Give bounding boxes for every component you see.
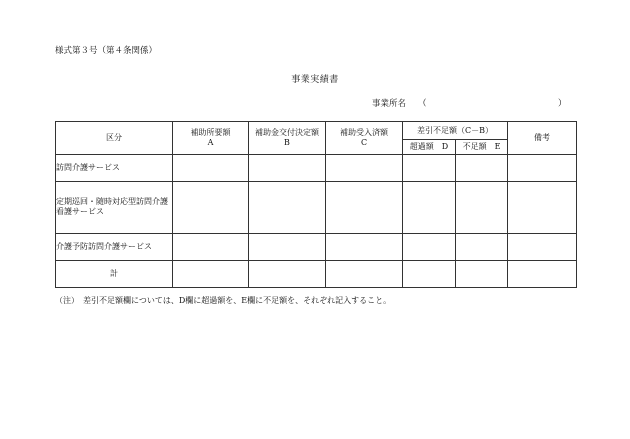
form-number: 様式第３号（第４条関係）: [55, 46, 158, 56]
row-label: 訪問介護サービス: [56, 155, 173, 182]
office-name-label: 事業所名: [372, 99, 407, 109]
performance-table: [55, 121, 577, 288]
cell-received[interactable]: [326, 155, 403, 182]
cell-received[interactable]: [326, 260, 403, 287]
cell-remarks[interactable]: [508, 155, 577, 182]
cell-excess[interactable]: [403, 260, 456, 287]
header-required-amount-code: A: [207, 138, 214, 147]
office-name-close-paren: ）: [558, 99, 567, 109]
cell-decided[interactable]: [249, 233, 326, 260]
header-category: 区分: [56, 122, 173, 155]
cell-received[interactable]: [326, 182, 403, 234]
header-decided-amount-label: 補助金交付決定額: [255, 128, 319, 137]
cell-decided[interactable]: [249, 155, 326, 182]
cell-required[interactable]: [173, 233, 249, 260]
cell-required[interactable]: [173, 182, 249, 234]
header-required-amount-label: 補助所要額: [190, 128, 231, 137]
cell-decided[interactable]: [249, 182, 326, 234]
row-label: 介護予防訪問介護サービス: [56, 233, 173, 260]
table-row: [56, 233, 577, 260]
header-difference: 差引不足額（C－B）: [403, 122, 508, 140]
row-label: 定期巡回・随時対応型訪問介護看護サービス: [56, 182, 173, 234]
footnote: （注） 差引不足額欄については、D欄に超過額を、E欄に不足額を、それぞれ記入すること。: [55, 296, 392, 305]
cell-remarks[interactable]: [508, 182, 577, 234]
cell-excess[interactable]: [403, 233, 456, 260]
table-row: [56, 155, 577, 182]
header-decided-amount: [249, 122, 326, 155]
header-decided-amount-code: B: [284, 138, 290, 147]
cell-shortage[interactable]: [456, 155, 508, 182]
cell-decided[interactable]: [249, 260, 326, 287]
table-row: [56, 182, 577, 234]
cell-received[interactable]: [326, 233, 403, 260]
office-name-open-paren: （: [418, 99, 427, 109]
header-received-amount-code: C: [360, 138, 368, 147]
header-required-amount: [173, 122, 249, 155]
header-remarks: 備考: [508, 122, 577, 155]
cell-shortage[interactable]: [456, 260, 508, 287]
document-title: 事業実績書: [291, 75, 339, 85]
header-excess: 超過額 D: [403, 140, 456, 155]
cell-shortage[interactable]: [456, 233, 508, 260]
cell-excess[interactable]: [403, 155, 456, 182]
header-received-amount-label: 補助受入済額: [340, 128, 388, 137]
header-received-amount: [326, 122, 403, 155]
table-row-total: [56, 260, 577, 287]
cell-remarks[interactable]: [508, 260, 577, 287]
cell-remarks[interactable]: [508, 233, 577, 260]
row-label-total: 計: [56, 260, 173, 287]
cell-shortage[interactable]: [456, 182, 508, 234]
cell-excess[interactable]: [403, 182, 456, 234]
cell-required[interactable]: [173, 155, 249, 182]
office-name-row: [372, 97, 572, 109]
cell-required[interactable]: [173, 260, 249, 287]
header-shortage: 不足額 E: [456, 140, 508, 155]
